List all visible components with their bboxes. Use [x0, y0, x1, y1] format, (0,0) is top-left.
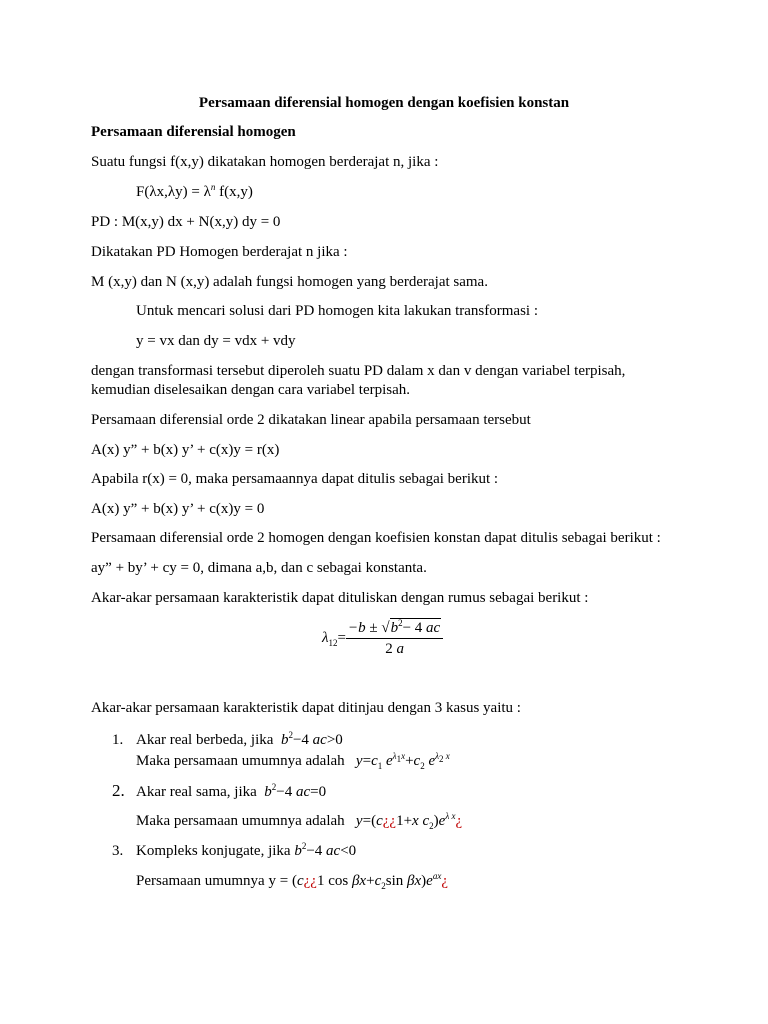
error-char: ¿ [455, 813, 463, 829]
paragraph: A(x) y” + b(x) y’ + c(x)y = r(x) [91, 442, 280, 458]
paragraph: dengan transformasi tersebut diperoleh suatu PD dalam x dan v dengan variabel terpisah, [91, 363, 626, 379]
paragraph: A(x) y” + b(x) y’ + c(x)y = 0 [91, 501, 265, 517]
paragraph: Persamaan diferensial orde 2 dikatakan linear apabila persamaan tersebut [91, 412, 531, 428]
paragraph: Suatu fungsi f(x,y) dikatakan homogen berderajat n, jika : [91, 154, 439, 170]
section-heading: Persamaan diferensial homogen [91, 124, 296, 140]
case-label: Kompleks konjugate, jika [136, 843, 291, 859]
case-solution: Maka persamaan umumnya adalah y=(c¿¿1+x $c_2)e^{\lambda x}¿$ [136, 811, 463, 831]
error-char: ¿ [303, 873, 311, 889]
homogen-formula [136, 183, 253, 201]
error-char: ¿ [441, 873, 448, 889]
case-solution: Persamaan umumnya y = (c¿¿1 $\cos \beta x+c_2\sin$ $\beta x)e^{ax}¿$ [136, 871, 448, 891]
solution-label: Maka persamaan umumnya adalah [136, 813, 345, 829]
paragraph: Apabila r(x) = 0, maka persamaannya dapat ditulis sebagai berikut : [91, 471, 499, 487]
error-char: ¿ [382, 813, 390, 829]
case-number: 1. [112, 732, 124, 748]
solution-label: Persamaan umumnya y = [136, 873, 289, 889]
formula-text: f(x,y) [215, 184, 253, 200]
case-solution: Maka persamaan umumnya adalah $y=c_1$ $e^{\lambda_1x}+c_2$ $e^{\lambda_2 x}$ [136, 751, 450, 771]
case-label: Akar real berbeda, jika [136, 732, 274, 748]
solution-label: Maka persamaan umumnya adalah [136, 753, 345, 769]
document-title: Persamaan diferensial homogen dengan koefisien konstan [198, 95, 570, 111]
paragraph: M (x,y) dan N (x,y) adalah fungsi homogen yang berderajat sama. [91, 274, 488, 290]
case-text: Akar real berbeda, jika $b^2-4$ ac>0 [136, 730, 343, 748]
paragraph: Untuk mencari solusi dari PD homogen kita lakukan transformasi : [136, 303, 539, 319]
formula-exponent: n [210, 182, 216, 192]
error-char: ¿ [310, 873, 317, 889]
paragraph: Akar-akar persamaan karakteristik dapat ditinjau dengan 3 kasus yaitu : [91, 700, 521, 716]
case-text: Kompleks konjugate, jika $b^2-4$ ac<0 [136, 841, 357, 859]
quadratic-formula: $\lambda_{12}=$ $\frac{-b \pm √b^2- 4 ac}{2 a}$ [322, 618, 443, 662]
paragraph: kemudian diselesaikan dengan cara variabel terpisah. [91, 382, 411, 398]
paragraph: Persamaan diferensial orde 2 homogen dengan koefisien konstan dapat ditulis sebagai berikut : [91, 530, 661, 546]
case-number: 2. [112, 781, 125, 800]
case-label: Akar real sama, jika [136, 784, 257, 800]
formula-text: F(λx,λy) = λ [136, 184, 211, 200]
paragraph: y = vx dan dy = vdx + vdy [136, 333, 296, 349]
paragraph: ay” + by’ + cy = 0, dimana a,b, dan c sebagai konstanta. [91, 560, 427, 576]
paragraph: PD : M(x,y) dx + N(x,y) dy = 0 [91, 214, 281, 230]
paragraph: Dikatakan PD Homogen berderajat n jika : [91, 244, 348, 260]
case-number: 3. [112, 843, 124, 859]
case-text: Akar real sama, jika $b^2-4$ ac=0 [136, 782, 327, 800]
paragraph: Akar-akar persamaan karakteristik dapat dituliskan dengan rumus sebagai berikut : [91, 590, 589, 606]
error-char: ¿ [389, 813, 397, 829]
